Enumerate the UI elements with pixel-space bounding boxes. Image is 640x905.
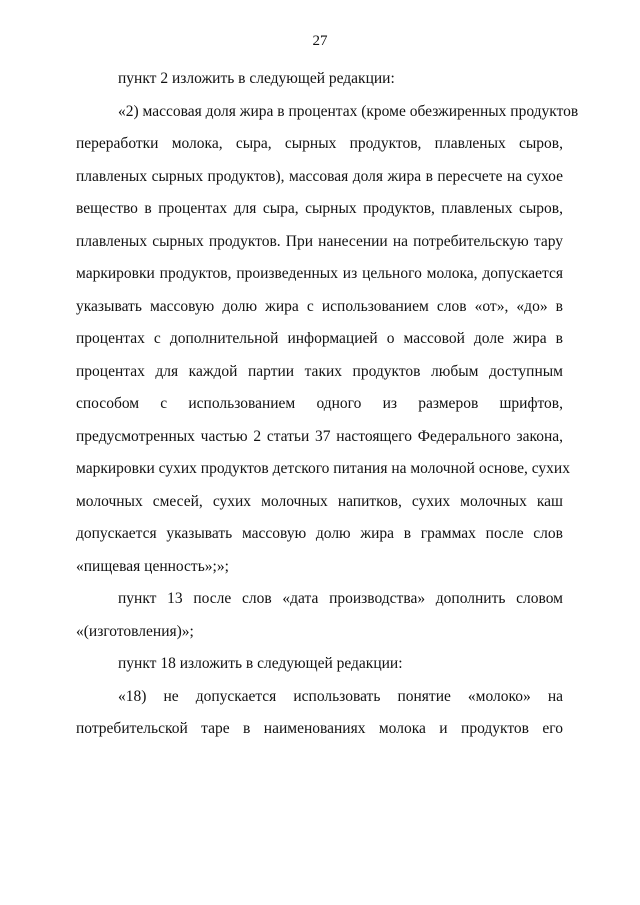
text-line: «(изготовления)»;	[76, 622, 194, 640]
text-line: пункт 18 изложить в следующей редакции:	[118, 655, 403, 672]
text-line: плавленых сырных продуктов), массовая доля жира в пересчете на сухое	[76, 167, 563, 185]
text-line: указывать массовую долю жира с использованием слов «от», «до» в	[76, 297, 563, 315]
text-line: переработки молока, сыра, сырных продуктов, плавленых сыров,	[76, 135, 563, 152]
text-line: молочных смесей, сухих молочных напитков, сухих молочных каш	[76, 492, 563, 510]
text-line: плавленых сырных продуктов. При нанесении на потребительскую тару	[76, 232, 563, 250]
text-line: потребительской таре в наименованиях молока и продуктов его	[76, 720, 563, 737]
text-line: предусмотренных частью 2 статьи 37 настоящего Федерального закона,	[76, 427, 563, 445]
text-line: вещество в процентах для сыра, сырных продуктов, плавленых сыров,	[76, 200, 563, 217]
text-line: «пищевая ценность»;»;	[76, 557, 229, 575]
text-line: процентах с дополнительной информацией о массовой доле жира в	[76, 330, 563, 347]
text-line: «2) массовая доля жира в процентах (кроме обезжиренных продуктов	[118, 102, 579, 120]
text-line: пункт 2 изложить в следующей редакции:	[118, 70, 395, 87]
text-line: пункт 13 после слов «дата производства» дополнить словом	[118, 590, 563, 607]
text-line: допускается указывать массовую долю жира в граммах после слов	[76, 525, 563, 542]
text-line: маркировки сухих продуктов детского питания на молочной основе, сухих	[76, 460, 570, 477]
text-line: маркировки продуктов, произведенных из цельного молока, допускается	[76, 265, 563, 282]
page-number: 27	[312, 33, 328, 49]
document-body	[76, 68, 579, 751]
text-line: «18) не допускается использовать понятие «молоко» на	[118, 687, 563, 705]
text-line: процентах для каждой партии таких продуктов любым доступным	[76, 362, 563, 380]
text-line: способом с использованием одного из размеров шрифтов,	[76, 395, 563, 412]
